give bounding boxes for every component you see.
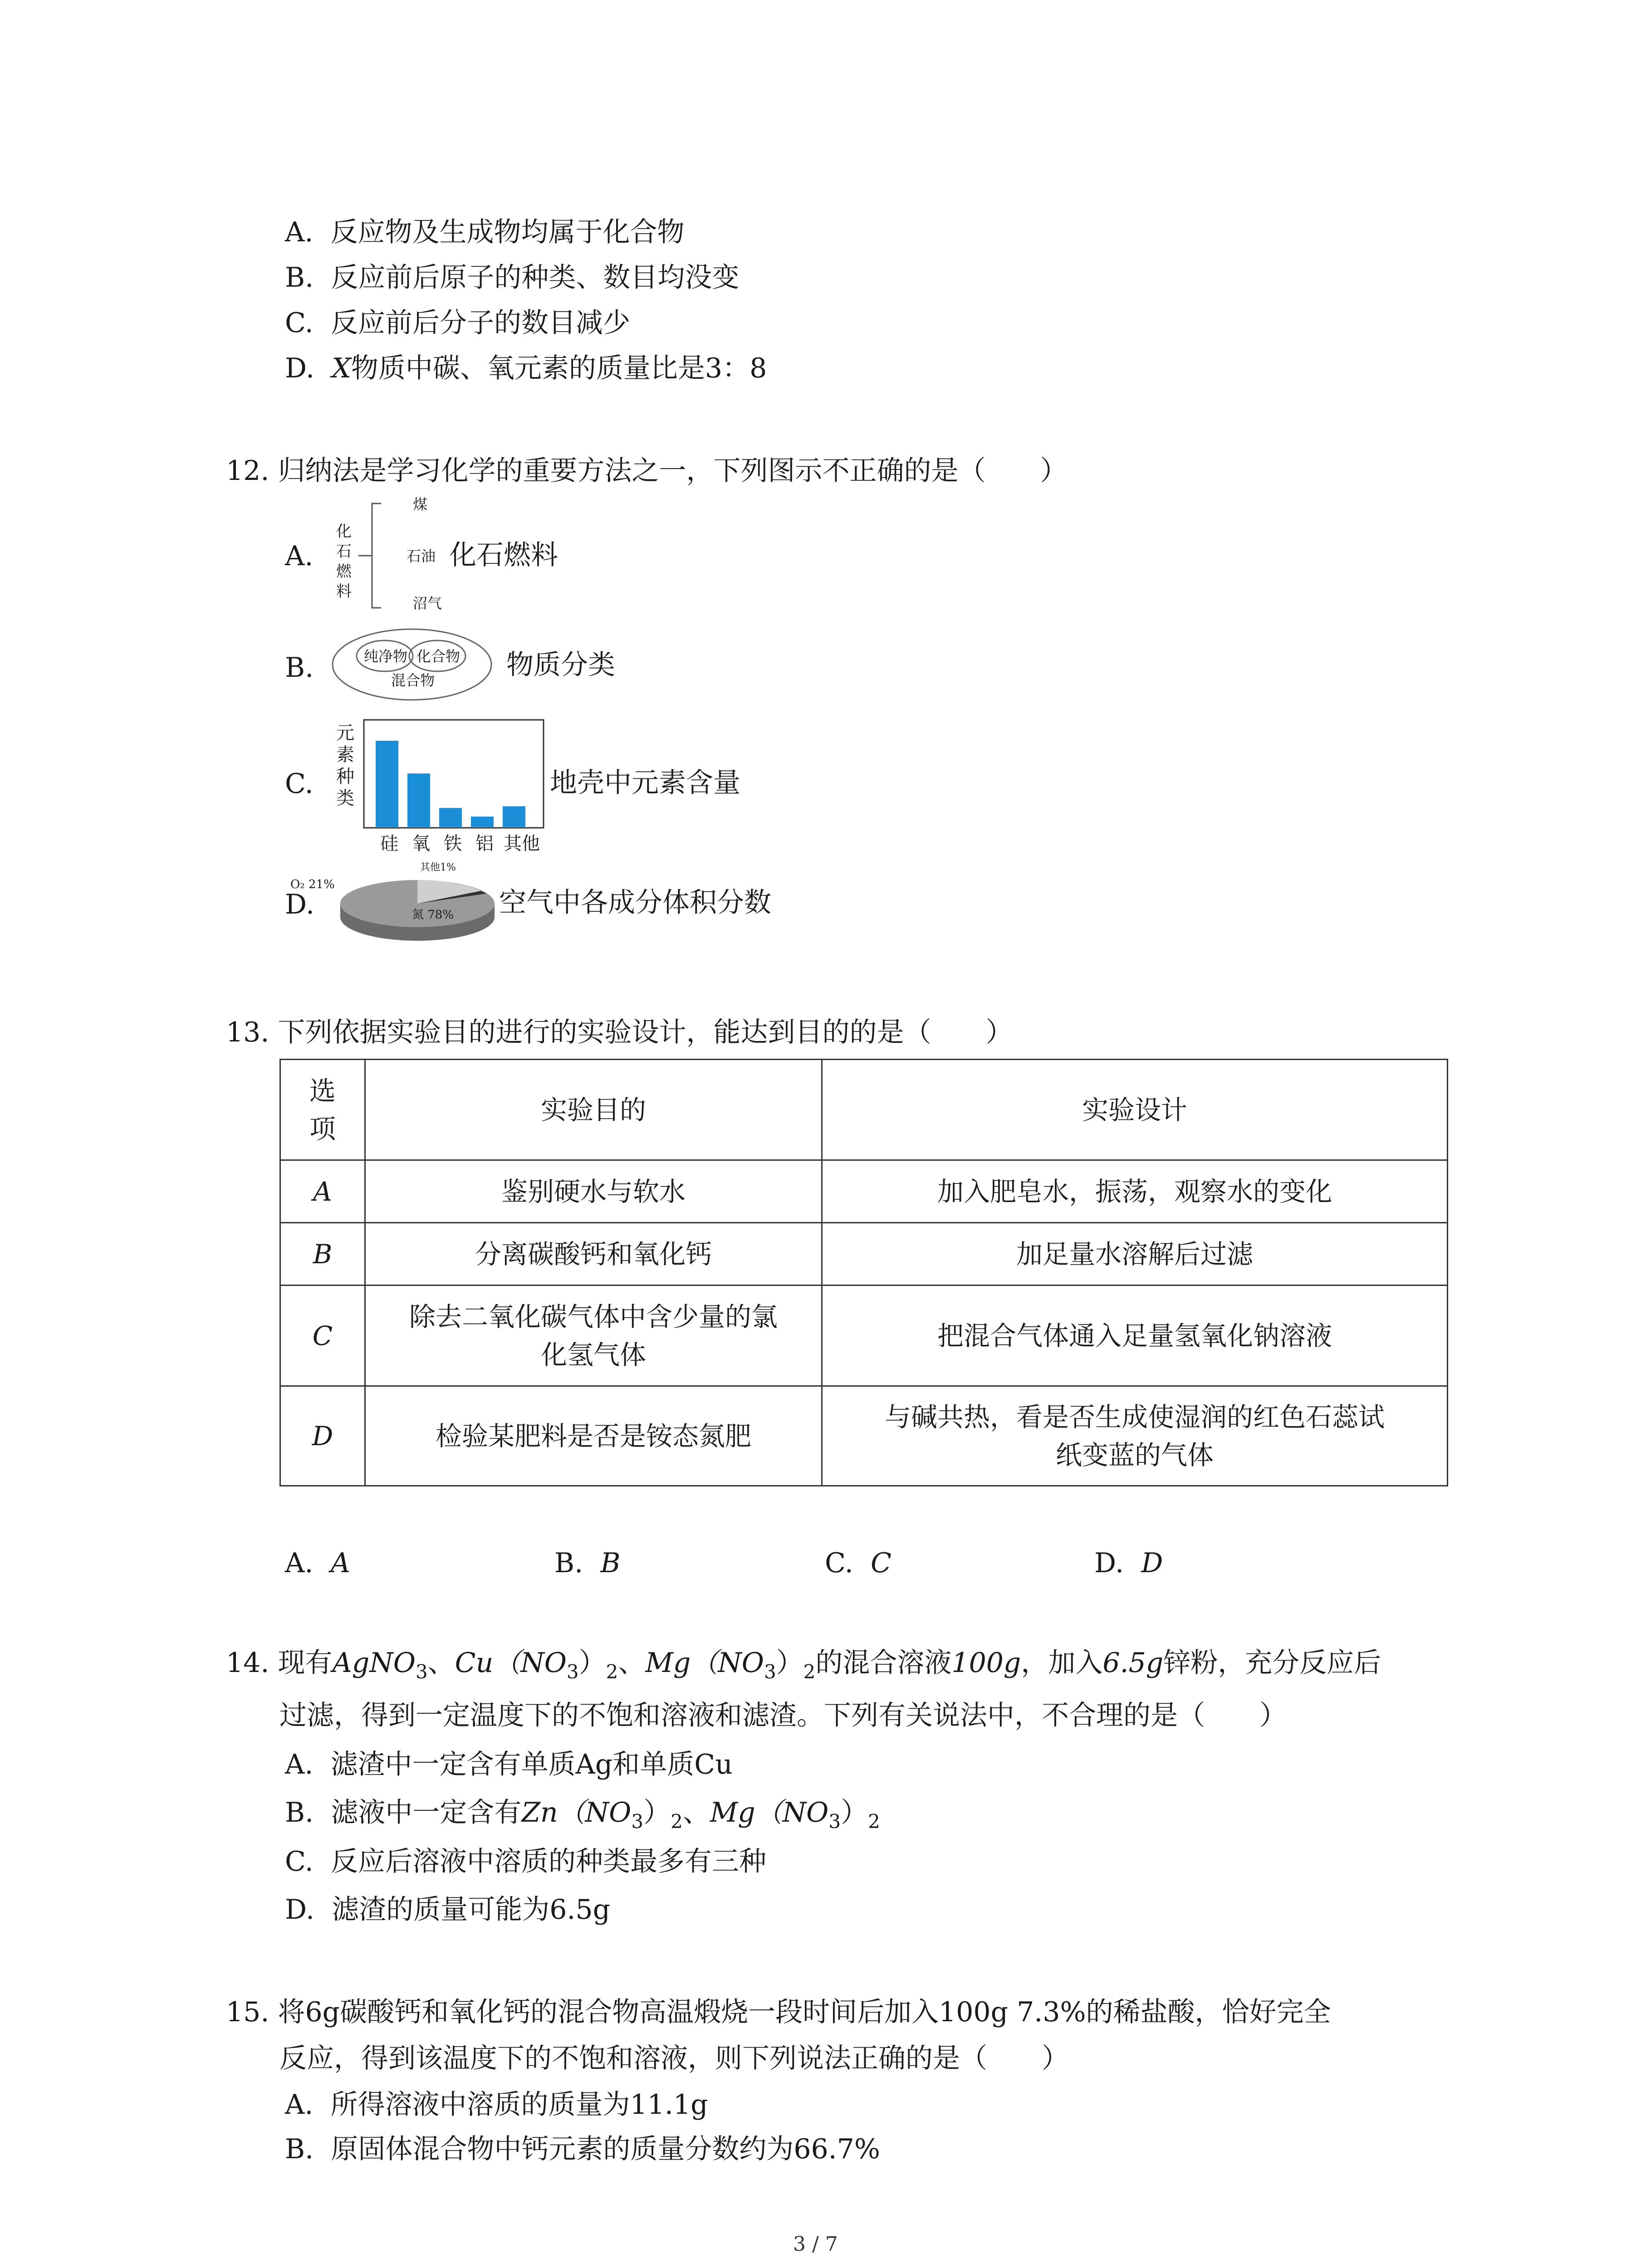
- q12-option-b-caption: 物质分类: [506, 649, 615, 681]
- q13-answer-d: D. D: [1094, 1547, 1163, 1579]
- q11-option-c: C. 反应前后分子的数目减少: [285, 307, 630, 339]
- category-si: 硅: [380, 833, 398, 854]
- row-c-design: 把混合气体通入足量氢氧化钠溶液: [822, 1286, 1448, 1386]
- pie-label-o2: O₂ 21%: [290, 878, 335, 891]
- q13-answer-c: C. C: [825, 1547, 892, 1579]
- table-row: [280, 1386, 1448, 1486]
- chart-category-labels: [363, 832, 544, 860]
- pure-substance-label: 纯净物: [364, 648, 408, 665]
- table-row: [280, 1223, 1448, 1286]
- bar-4: [503, 806, 525, 827]
- row-a-option: A: [280, 1160, 365, 1223]
- category-al: 铝: [475, 833, 494, 854]
- q14-option-d: D. 滤渣的质量可能为6.5g: [285, 1894, 611, 1926]
- row-a-design: 加入肥皂水，振荡，观察水的变化: [822, 1160, 1448, 1223]
- q14-option-c: C. 反应后溶液中溶质的种类最多有三种: [285, 1846, 766, 1877]
- bar-3: [471, 816, 494, 827]
- q13-answer-b: B. B: [554, 1547, 621, 1579]
- q12-option-c-caption: 地壳中元素含量: [550, 767, 740, 799]
- branch-coal: 煤: [413, 496, 428, 513]
- bar-2: [439, 808, 462, 827]
- q12-option-d-label: D.: [285, 889, 315, 920]
- table-row: [280, 1160, 1448, 1223]
- q15-option-b: B. 原固体混合物中钙元素的质量分数约为66.7%: [285, 2133, 880, 2165]
- fossil-fuel-vertical-title: 化 石 燃 料: [336, 523, 352, 601]
- category-fe: 铁: [444, 833, 462, 854]
- bar-0: [376, 741, 398, 827]
- matter-classification-diagram: [330, 626, 494, 703]
- brace-diagram: [354, 494, 404, 617]
- q14-stem-line2: 过滤，得到一定温度下的不饱和溶液和滤渣。下列有关说法中，不合理的是（ ）: [279, 1700, 1287, 1731]
- q11-option-a: A. 反应物及生成物均属于化合物: [285, 216, 685, 248]
- q13-stem: 13. 下列依据实验目的进行的实验设计，能达到目的的是（ ）: [226, 1017, 1013, 1048]
- row-b-option: B: [280, 1223, 365, 1286]
- row-d-option: D: [280, 1386, 365, 1486]
- row-b-design: 加足量水溶解后过滤: [822, 1223, 1448, 1286]
- pie-label-other: 其他1%: [420, 862, 456, 873]
- q11-option-b: B. 反应前后原子的种类、数目均没变: [285, 262, 740, 293]
- compound-label: 化合物: [416, 648, 460, 665]
- mixture-label: 混合物: [391, 672, 435, 689]
- q14-option-a: A. 滤渣中一定含有单质Ag和单质Cu: [285, 1749, 733, 1780]
- q12-stem: 12. 归纳法是学习化学的重要方法之一，下列图示不正确的是（ ）: [226, 455, 1068, 487]
- header-design: 实验设计: [822, 1060, 1448, 1160]
- category-other: 其他: [504, 833, 540, 854]
- header-purpose: 实验目的: [365, 1060, 822, 1160]
- q12-option-c-label: C.: [285, 768, 314, 800]
- branch-biogas: 沼气: [413, 595, 442, 612]
- q14-option-b: B. 滤液中一定含有$Zn(NO_3)_2$、$Mg(NO_3)_2$: [285, 1797, 880, 1833]
- page-number: 3 / 7: [793, 2233, 838, 2256]
- q13-answer-a: A. A: [285, 1547, 350, 1579]
- row-d-purpose: 检验某肥料是否是铵态氮肥: [365, 1386, 822, 1486]
- pie-label-n2: 氮 78%: [412, 908, 454, 922]
- chart-y-axis-label: 元 素 种 类: [336, 723, 354, 809]
- q15-stem-line2: 反应，得到该温度下的不饱和溶液，则下列说法正确的是（ ）: [279, 2043, 1069, 2074]
- q15-stem-line1: 15. 将6g碳酸钙和氧化钙的混合物高温煅烧一段时间后加入100g 7.3%的稀盐酸，恰好完全: [226, 1996, 1331, 2028]
- table-header-row: [280, 1060, 1448, 1160]
- table-row: [280, 1286, 1448, 1386]
- row-c-purpose: 除去二氧化碳气体中含少量的氯 化氢气体: [365, 1286, 822, 1386]
- bar-1: [407, 773, 430, 827]
- q12-option-a-caption: 化石燃料: [449, 539, 558, 571]
- crust-element-bar-chart: [363, 719, 544, 837]
- q14-stem-line1: 14. 现有AgNO$_3$、$Cu(NO_3)_2$、$Mg(NO_3)_2$的混合溶液100g，加入6.5g锌粉，充分反应后: [226, 1647, 1381, 1683]
- row-a-purpose: 鉴别硬水与软水: [365, 1160, 822, 1223]
- row-d-design: 与碱共热，看是否生成使湿润的红色石蕊试 纸变蓝的气体: [822, 1386, 1448, 1486]
- header-option: 选 项: [280, 1060, 365, 1160]
- category-o: 氧: [412, 833, 430, 854]
- q12-option-d-caption: 空气中各成分体积分数: [499, 887, 771, 919]
- branch-oil: 石油: [407, 547, 436, 565]
- q12-option-b-label: B.: [285, 652, 314, 684]
- q11-option-d: D. X物质中碳、氧元素的质量比是3：8: [285, 352, 767, 384]
- row-b-purpose: 分离碳酸钙和氧化钙: [365, 1223, 822, 1286]
- row-c-option: C: [280, 1286, 365, 1386]
- q12-option-a-label: A.: [285, 540, 314, 572]
- q15-option-a: A. 所得溶液中溶质的质量为11.1g: [285, 2089, 708, 2121]
- experiment-table: [279, 1059, 1448, 1486]
